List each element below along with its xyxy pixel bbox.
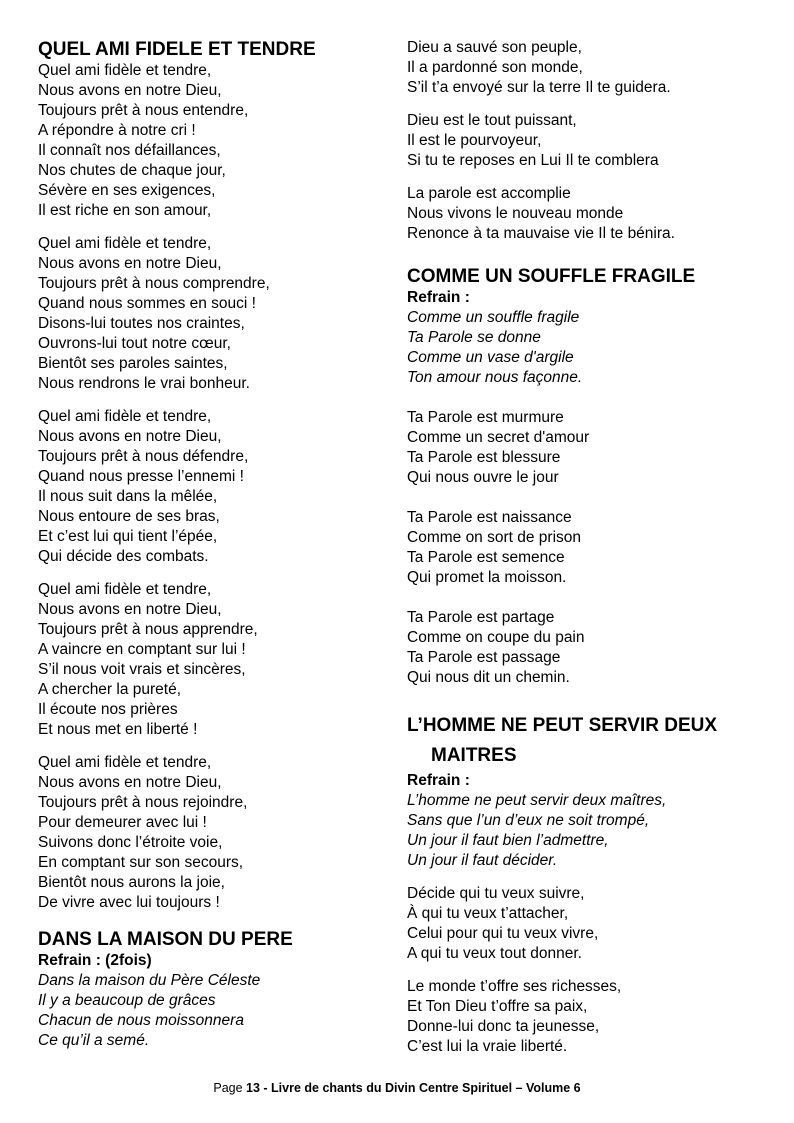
lyric-line: Donne-lui donc ta jeunesse, xyxy=(407,1018,600,1035)
lyric-line: Nos chutes de chaque jour, xyxy=(38,162,226,179)
stanza xyxy=(407,184,767,244)
lyric-line: Sans que l’un d’eux ne soit trompé, xyxy=(407,812,650,829)
lyric-line: Le monde t’offre ses richesses, xyxy=(407,978,622,995)
lyric-line: Quel ami fidèle et tendre, xyxy=(38,62,212,79)
song-stanzas xyxy=(38,61,378,913)
stanza xyxy=(407,38,767,98)
stanza xyxy=(407,608,767,688)
song-title: L’HOMME NE PEUT SERVIR DEUX xyxy=(407,715,718,736)
lyric-line: Un jour il faut décider. xyxy=(407,852,558,869)
lyric-line: Et nous met en liberté ! xyxy=(38,721,198,738)
lyric-line: Il connaît nos défaillances, xyxy=(38,142,221,159)
lyric-line: Comme on coupe du pain xyxy=(407,629,585,646)
lyric-line: Renonce à ta mauvaise vie Il te bénira. xyxy=(407,225,675,242)
lyric-line: Qui promet la moisson. xyxy=(407,569,567,586)
lyric-line: Ta Parole est partage xyxy=(407,609,555,626)
lyric-line: Nous avons en notre Dieu, xyxy=(38,255,222,272)
lyric-line: Ta Parole est semence xyxy=(407,549,565,566)
lyric-line: Il est riche en son amour, xyxy=(38,202,212,219)
lyric-line: Toujours prêt à nous comprendre, xyxy=(38,275,270,292)
lyric-line: Nous entoure de ses bras, xyxy=(38,508,220,525)
footer-book-title: - Livre de chants du Divin Centre Spirituel – Volume 6 xyxy=(259,1081,581,1095)
lyric-line: S’il nous voit vrais et sincères, xyxy=(38,661,246,678)
lyric-line: Quel ami fidèle et tendre, xyxy=(38,754,212,771)
page-footer xyxy=(0,1080,794,1096)
lyric-line: A vaincre en comptant sur lui ! xyxy=(38,641,246,658)
lyric-line: Ton amour nous façonne. xyxy=(407,369,583,386)
lyric-line: Et Ton Dieu t’offre sa paix, xyxy=(407,998,588,1015)
lyric-line: Toujours prêt à nous défendre, xyxy=(38,448,249,465)
lyric-line: S’il t’a envoyé sur la terre Il te guidera. xyxy=(407,79,671,96)
lyric-line: Et c’est lui qui tient l’épée, xyxy=(38,528,218,545)
lyric-line: Comme un vase d'argile xyxy=(407,349,574,366)
lyric-line: Comme on sort de prison xyxy=(407,529,582,546)
lyric-line: Nous avons en notre Dieu, xyxy=(38,82,222,99)
lyric-line: À qui tu veux t’attacher, xyxy=(407,905,569,922)
song-stanzas xyxy=(407,38,767,244)
lyric-line: A chercher la pureté, xyxy=(38,681,182,698)
lyric-line: Il y a beaucoup de grâces xyxy=(38,992,216,1009)
lyric-line: Toujours prêt à nous apprendre, xyxy=(38,621,258,638)
refrain-stanza xyxy=(407,791,767,871)
lyric-line: Ta Parole se donne xyxy=(407,329,541,346)
lyric-line: Ta Parole est murmure xyxy=(407,409,564,426)
lyric-line: Nous rendrons le vrai bonheur. xyxy=(38,375,250,392)
lyric-line: Bientôt ses paroles saintes, xyxy=(38,355,228,372)
lyric-line: Dieu est le tout puissant, xyxy=(407,112,577,129)
page-number: 13 xyxy=(246,1081,260,1095)
lyric-line: Quand nous presse l’ennemi ! xyxy=(38,468,244,485)
lyric-line: Qui nous ouvre le jour xyxy=(407,469,559,486)
lyric-line: La parole est accomplie xyxy=(407,185,571,202)
stanza xyxy=(38,61,378,221)
lyric-line: Si tu te reposes en Lui Il te comblera xyxy=(407,152,659,169)
refrain-stanza xyxy=(407,308,767,388)
lyric-line: Chacun de nous moissonnera xyxy=(38,1012,244,1029)
stanza xyxy=(38,407,378,567)
refrain-label: Refrain : xyxy=(407,772,470,789)
lyric-line: Un jour il faut bien l’admettre, xyxy=(407,832,609,849)
stanza xyxy=(407,408,767,488)
lyric-line: Qui nous dit un chemin. xyxy=(407,669,570,686)
lyric-line: Quand nous sommes en souci ! xyxy=(38,295,256,312)
lyric-line: Toujours prêt à nous entendre, xyxy=(38,102,249,119)
lyric-line: Qui décide des combats. xyxy=(38,548,209,565)
lyric-line: A qui tu veux tout donner. xyxy=(407,945,582,962)
lyric-line: Ce qu’il a semé. xyxy=(38,1032,150,1049)
song-title-continued: MAITRES xyxy=(431,745,517,766)
lyric-line: De vivre avec lui toujours ! xyxy=(38,894,220,911)
refrain-label: Refrain : xyxy=(407,289,470,306)
stanza xyxy=(38,234,378,394)
song-title: DANS LA MAISON DU PERE xyxy=(38,929,293,950)
lyric-line: Quel ami fidèle et tendre, xyxy=(38,581,212,598)
lyric-line: Ta Parole est naissance xyxy=(407,509,572,526)
lyric-line: Toujours prêt à nous rejoindre, xyxy=(38,794,248,811)
lyric-line: Bientôt nous aurons la joie, xyxy=(38,874,225,891)
lyric-line: Ta Parole est blessure xyxy=(407,449,561,466)
lyric-line: A répondre à notre cri ! xyxy=(38,122,196,139)
refrain-label: Refrain : (2fois) xyxy=(38,952,152,969)
lyric-line: Quel ami fidèle et tendre, xyxy=(38,408,212,425)
lyric-line: Pour demeurer avec lui ! xyxy=(38,814,207,831)
lyric-line: Sévère en ses exigences, xyxy=(38,182,216,199)
lyric-line: Décide qui tu veux suivre, xyxy=(407,885,585,902)
lyric-line: Il écoute nos prières xyxy=(38,701,178,718)
lyric-line: Il nous suit dans la mêlée, xyxy=(38,488,218,505)
right-column xyxy=(407,38,767,1070)
lyric-line: Il a pardonné son monde, xyxy=(407,59,583,76)
lyric-line: Dans la maison du Père Céleste xyxy=(38,972,261,989)
stanza xyxy=(407,508,767,588)
stanza xyxy=(407,111,767,171)
stanza xyxy=(38,580,378,740)
song-stanzas xyxy=(407,408,767,688)
song-stanzas xyxy=(407,884,767,1057)
lyric-line: Nous avons en notre Dieu, xyxy=(38,428,222,445)
left-column xyxy=(38,38,378,1064)
lyric-line: Comme un souffle fragile xyxy=(407,309,580,326)
stanza xyxy=(407,884,767,964)
stanza xyxy=(38,753,378,913)
lyric-line: Il est le pourvoyeur, xyxy=(407,132,542,149)
lyric-line: Nous avons en notre Dieu, xyxy=(38,601,222,618)
refrain-stanza xyxy=(38,971,378,1051)
lyric-line: Ouvrons-lui tout notre cœur, xyxy=(38,335,231,352)
lyric-line: Nous vivons le nouveau monde xyxy=(407,205,624,222)
lyric-line: L’homme ne peut servir deux maîtres, xyxy=(407,792,667,809)
lyric-line: Suivons donc l’étroite voie, xyxy=(38,834,223,851)
lyric-line: Disons-lui toutes nos craintes, xyxy=(38,315,245,332)
lyric-line: C’est lui la vraie liberté. xyxy=(407,1038,568,1055)
footer-prefix: Page xyxy=(213,1081,247,1095)
lyric-line: Celui pour qui tu veux vivre, xyxy=(407,925,599,942)
song-title: COMME UN SOUFFLE FRAGILE xyxy=(407,266,696,287)
lyric-line: Ta Parole est passage xyxy=(407,649,561,666)
lyric-line: Dieu a sauvé son peuple, xyxy=(407,39,582,56)
lyric-line: Nous avons en notre Dieu, xyxy=(38,774,222,791)
stanza xyxy=(407,977,767,1057)
lyric-line: En comptant sur son secours, xyxy=(38,854,244,871)
lyric-line: Quel ami fidèle et tendre, xyxy=(38,235,212,252)
lyric-line: Comme un secret d'amour xyxy=(407,429,590,446)
song-title: QUEL AMI FIDELE ET TENDRE xyxy=(38,39,316,60)
